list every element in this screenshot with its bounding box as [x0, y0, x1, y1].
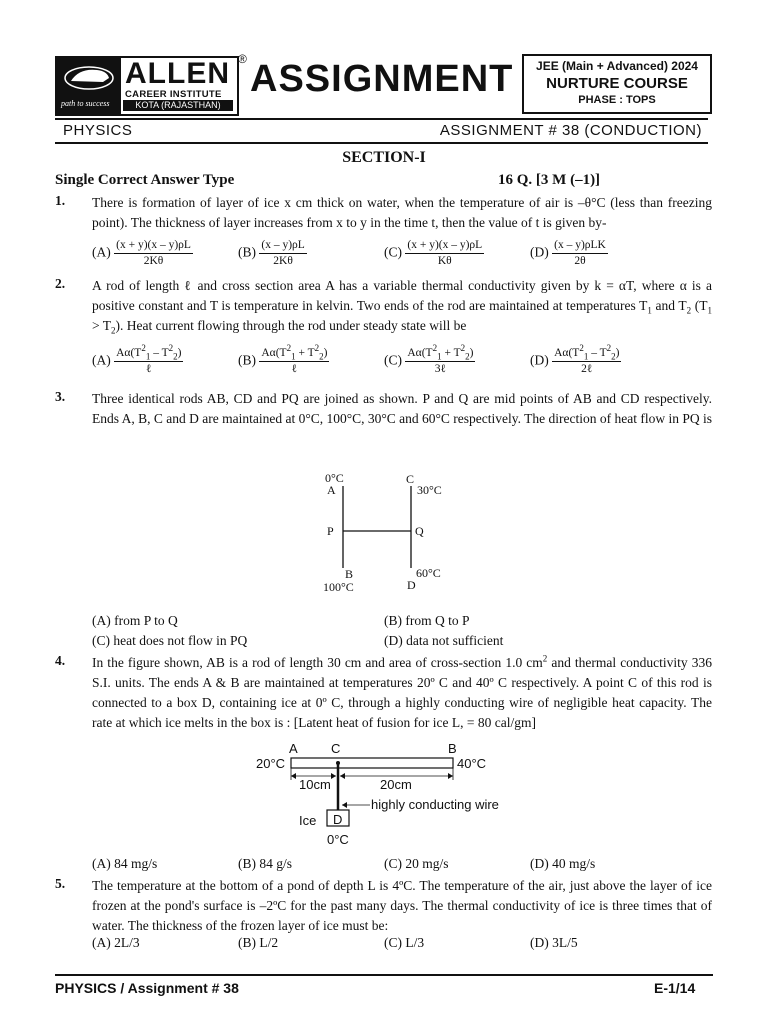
- question-number: 1.: [55, 193, 66, 208]
- page-number: E-1/14: [654, 980, 696, 996]
- option-c: (C) 20 mg/s: [384, 856, 449, 871]
- option-d: (D) 3L/5: [530, 935, 578, 950]
- option-d: (D) data not sufficient: [384, 633, 504, 648]
- course-box: [522, 54, 712, 114]
- footer-rule: [55, 974, 713, 976]
- wire-label: highly conducting wire: [371, 797, 499, 812]
- box-label: D: [333, 812, 343, 827]
- option-a: (A) from P to Q: [92, 613, 178, 628]
- option-c: (C) $\frac{A\alpha(T^2_1 + T^2_2)}{\text{3ℓ}}$: [384, 343, 474, 375]
- option-d: (D) $\frac{\text{(x – y)ρLK}}{2\theta}$: [530, 239, 606, 267]
- option-d: (D) 40 mg/s: [530, 856, 596, 871]
- footer-left: PHYSICS / Assignment # 38: [55, 980, 239, 996]
- section-title: SECTION-I: [342, 149, 426, 166]
- question-number: 4.: [55, 653, 66, 668]
- logo-sub-institute: CAREER INSTITUTE: [125, 89, 222, 100]
- option-a: (A) 84 mg/s: [92, 856, 158, 871]
- answer-type: Single Correct Answer Type: [55, 172, 235, 188]
- question-number: 5.: [55, 876, 66, 891]
- question-number: 2.: [55, 276, 66, 291]
- label-d: D: [407, 578, 416, 592]
- subject-bar: [55, 118, 708, 144]
- option-c: (C) heat does not flow in PQ: [92, 633, 248, 648]
- rod-ab: [291, 758, 453, 768]
- temp-c: 30°C: [417, 483, 442, 497]
- option-c: (C) L/3: [384, 935, 425, 950]
- option-a: (A) 2L/3: [92, 935, 140, 950]
- option-b: (B) L/2: [238, 935, 279, 950]
- course-exam: JEE (Main + Advanced) 2024: [536, 59, 698, 73]
- option-c: (C) $\frac{(x + y)(x - y)\rho L}{K\theta}$: [384, 239, 483, 267]
- assignment-ref: ASSIGNMENT # 38 (CONDUCTION): [439, 122, 702, 139]
- label-p: P: [327, 524, 334, 538]
- label-b: B: [448, 741, 457, 756]
- logo-tagline: path to success: [61, 99, 110, 108]
- length-cb: 20cm: [380, 777, 412, 792]
- car-emblem-icon: [57, 58, 121, 98]
- marks-scheme: 16 Q. [3 M (–1)]: [498, 172, 601, 188]
- question-text: A rod of length ℓ and cross section area A has a variable thermal conductivity given by k = αT, where α is a positive constant and T is temperature in kelvin. Two ends of the rod are maintained at temperatures $T_1$ and $T_2$ $(T_1 > T_2)$. Heat current flowing through the rod under steady state will be: [92, 278, 712, 336]
- option-b: (B) $\frac{A\alpha(T^2_1 + T^2_2)}{\text{ℓ}}$: [238, 343, 328, 375]
- label-b: B: [345, 567, 354, 581]
- temp-b: 40°C: [457, 756, 487, 771]
- logo-brand: ALLEN: [125, 57, 230, 90]
- option-b: (B) 84 g/s: [238, 856, 293, 871]
- logo-emblem-icon: [57, 58, 121, 114]
- page-title: ASSIGNMENT: [250, 58, 514, 100]
- label-q: Q: [415, 524, 424, 538]
- temp-b: 100°C: [323, 580, 354, 594]
- ice-label: Ice: [299, 813, 317, 828]
- temp-d: 60°C: [416, 566, 441, 580]
- question-number: 3.: [55, 389, 66, 404]
- course-phase: PHASE : TOPS: [578, 94, 656, 106]
- label-c: C: [406, 472, 415, 486]
- label-a: A: [289, 741, 298, 756]
- option-b: (B) from Q to P: [384, 613, 470, 628]
- temp-d: 0°C: [327, 832, 349, 847]
- question-text: There is formation of layer of ice x cm thick on water, when the temperature of air is –θ°C (less than freezing point). The thickness of layer increases from x to y in the time t, then the value of t is given by-: [92, 195, 712, 230]
- registered-mark: ®: [238, 52, 247, 66]
- logo-sub-location: KOTA (RAJASTHAN): [123, 100, 233, 111]
- subject-name: PHYSICS: [63, 122, 133, 139]
- option-a: (A) $\frac{(x + y)(x - y)\rho L}{2K\theta}$: [92, 239, 191, 267]
- label-a: A: [327, 483, 336, 497]
- allen-logo: [55, 56, 239, 116]
- question-text: The temperature at the bottom of a pond of depth L is 4ºC. The temperature of the air, just above the layer of ice frozen at the pond's surface is –2ºC for the past many days. The thermal conductivity of ice is three times that of water. The thickness of the frozen layer of ice must be:: [92, 878, 712, 933]
- question-text: In the figure shown, AB is a rod of length 30 cm and area of cross-section 1.0 $cm^2$ and thermal conductivity 336 S.I. units. The ends A & B are maintained at temperatures 20º C and 40º C respectively. A point C of this rod is connected to a box D, containing ice at 0º C, through a highly conducting wire of negligible heat capacity. The rate at which ice melts in the box is : [Latent heat of fusion for ice L, = 80 cal/gm]: [92, 653, 712, 730]
- temp-a: 20°C: [256, 756, 286, 771]
- course-name: NURTURE COURSE: [546, 75, 688, 92]
- label-c: C: [331, 741, 341, 756]
- option-d: (D) $\frac{A\alpha(T^2_1 - T^2_2)}{\text{2ℓ}}$: [530, 343, 620, 375]
- option-a: (A) $\frac{A\alpha(T^2_1 - T^2_2)}{\text{ℓ}}$: [92, 343, 182, 375]
- option-b: (B) $\frac{(x - y)\rho L}{2K\theta}$: [238, 239, 305, 267]
- question-text: Three identical rods AB, CD and PQ are joined as shown. P and Q are mid points of AB and CD respectively. Ends A, B, C and D are maintained at 0°C, 100°C, 30°C and 60°C respectively. The direction of heat flow in PQ is: [92, 391, 712, 426]
- length-ac: 10cm: [299, 777, 331, 792]
- temp-a: 0°C: [325, 471, 344, 485]
